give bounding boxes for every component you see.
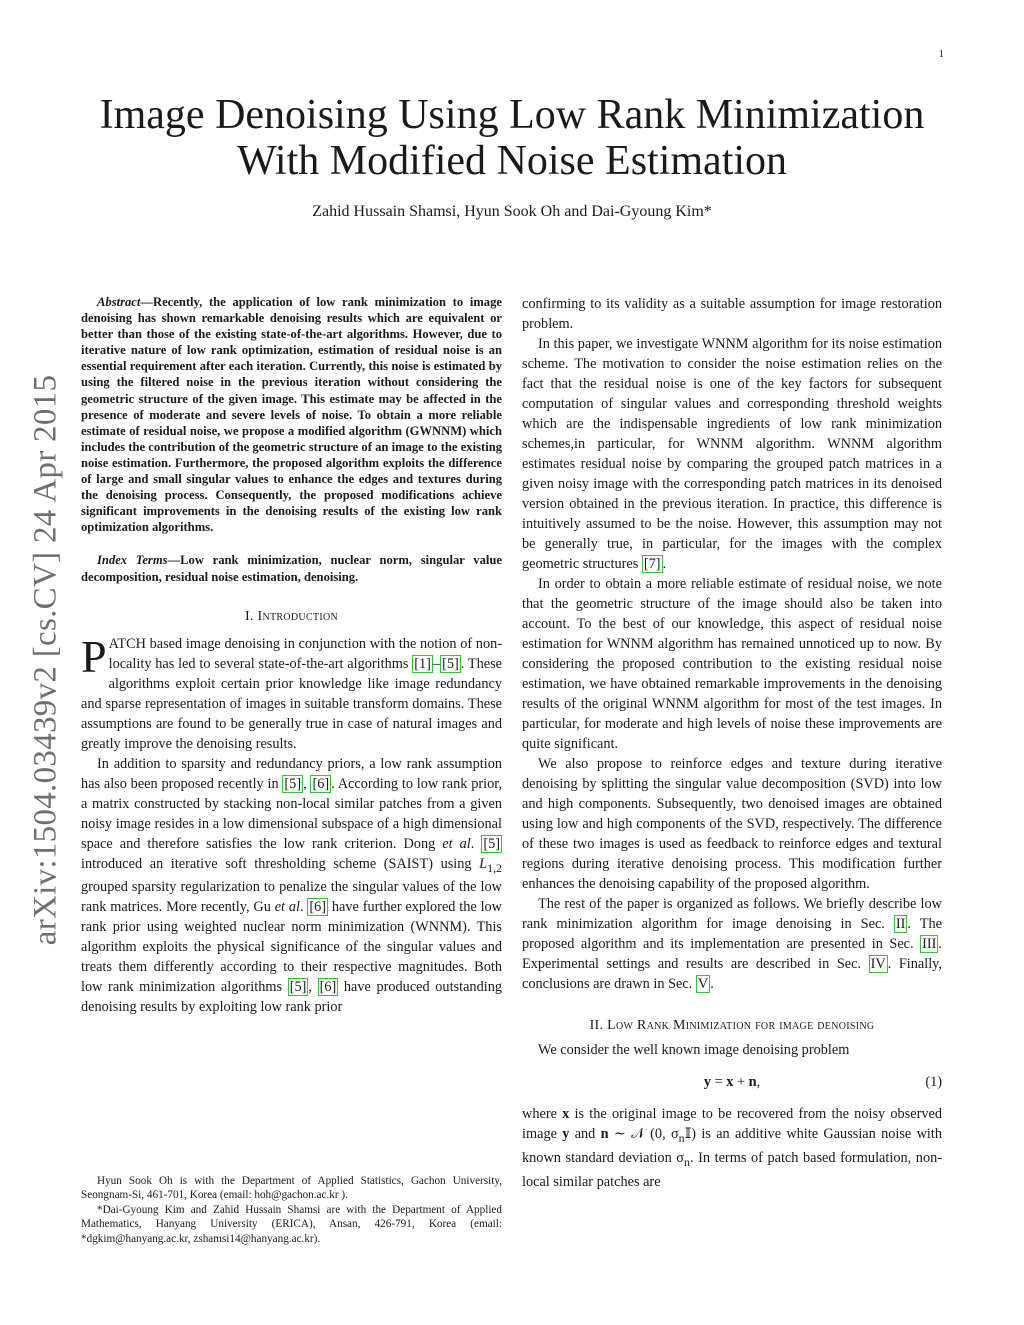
section-title: Low Rank Minimization for image denoising — [607, 1018, 875, 1033]
intro-paragraph-4: In this paper, we investigate WNNM algorithm for its noise estimation scheme. The motivation to consider the noise estimation relies on the fact that the residual noise is one of the key factors for subsequent computation of singular values and corresponding threshold weights which are the indispensable ingredients of low rank minimization schemes,in particular, for WNNM algorithm. WNNM algorithm estimates residual noise by comparing the grouped patch matrices in a given noisy image with the corresponding patch matrices in its denoised version obtained in the previous iteration. In practice, this difference is intuitively assumed to be the noise. However, this assumption may not be generally true, in particular, for the images with the complex geometric structures [7] . — [522, 336, 942, 572]
drop-cap: P — [81, 630, 107, 682]
section-link[interactable]: IV — [870, 956, 886, 972]
intro-paragraph-7: The rest of the paper is organized as follows. We briefly describe low rank minimization algorithm for image denoising in Sec. II . The proposed algorithm and its implementation are presented in Sec. III . Experimental settings and results are described in Sec. IV . Finally, conclusions are drawn in Sec. V . — [522, 896, 942, 992]
index-terms — [81, 552, 502, 584]
paper-title — [0, 92, 1024, 184]
citation-link[interactable]: [7] — [643, 556, 661, 572]
section-title: Introduction — [257, 608, 339, 624]
section-2-paragraph-2: where x is the original image to be recovered from the noisy observed image y and n ∼ 𝒩 (0, $\sigma_n𝕀$) is an additive white Gaussian noise with known standard deviation $\sigma_n$. In terms of patch based formulation, non-local similar patches are — [522, 1106, 943, 1190]
title-line-1: Image Denoising Using Low Rank Minimization — [99, 92, 925, 138]
left-column — [81, 294, 502, 1017]
section-heading-low-rank: II. Low Rank Minimization for image denoising — [589, 1018, 875, 1033]
intro-paragraph-5: In order to obtain a more reliable estimate of residual noise, we note that the geometric structure of the image should also be taken into account. To the best of our knowledge, this aspect of residual noise estimation for WNNM algorithm has remained unnoticed up to now. By considering the proposed contribution to the existing residual noise estimation, we have obtained remarkable improvements in the denoising results of the original WNNM algorithm for most of the test images. In particular, for moderate and high levels of noise these improvements are quite significant. — [522, 576, 942, 752]
equation-1: y = x + n, (1) — [703, 1074, 942, 1090]
index-terms-label: Index Terms — [97, 553, 168, 568]
section-link[interactable]: V — [697, 976, 709, 992]
citation-link[interactable]: [5] — [483, 835, 501, 852]
citation-link[interactable]: [6] — [312, 775, 330, 792]
right-column — [522, 294, 942, 1192]
citation-link[interactable]: [6] — [309, 899, 327, 916]
page-number: 1 — [938, 48, 944, 60]
footnote-1: Hyun Sook Oh is with the Department of Applied Statistics, Gachon University, Seongnam-Si, 461-701, Korea (email: hoh@gachon.ac.kr ). — [81, 1175, 502, 1202]
citation-link[interactable]: [5] — [442, 655, 459, 672]
footnote-2: *Dai-Gyoung Kim and Zahid Hussain Shamsi are with the Department of Applied Mathematics, Hanyang University (ERICA), Ansan, 426-791, Korea (email: *dgkim@hanyang.ac.kr, zshamsi14@hanyang.ac.kr). — [81, 1203, 502, 1245]
arxiv-stamp-text: arXiv:1504.03439v2 [cs.CV] 24 Apr 2015 — [27, 374, 64, 946]
abstract-label: Abstract — [97, 295, 141, 309]
section-heading-introduction: I. Introduction — [244, 608, 339, 624]
section-link[interactable]: III — [922, 936, 937, 952]
abstract-text: —Recently, the application of low rank minimization to image denoising has shown remarkable denoising results which are equivalent or better than those of the existing state-of-the-art algorithms. However, due to iterative nature of low rank optimization, estimation of residual noise is an essential requirement after each iteration. Currently, this noise is estimated by using the filtered noise in the previous iteration without considering the geometric structure of the given image. This estimate may be affected in the presence of moderate and severe levels of noise. To obtain a more reliable estimate of residual noise, we propose a modified algorithm (GWNNM) which includes the contribution of the geometric structure of an image to the existing noise estimation. Furthermore, the proposed algorithm exploits the difference of large and small singular values to enhance the edges and textures during the denoising process. Consequently, the proposed modifications achieve significant improvements in the denoising results of the existing low rank optimization algorithms. — [81, 295, 502, 535]
section-link[interactable]: II — [895, 916, 906, 932]
citation-link[interactable]: [5] — [284, 775, 302, 792]
equation-number: (1) — [925, 1074, 942, 1090]
citation-link[interactable]: [6] — [319, 979, 337, 996]
arxiv-stamp — [26, 350, 66, 970]
intro-paragraph-2: In addition to sparsity and redundancy priors, a low rank assumption has also been proposed recently in [5] , [6] . According to low rank prior, a matrix constructed by stacking non-local similar patches from a given noisy image resides in a low dimensional subspace of a high dimensional space and therefore satisfies the low rank criterion. Dong et al. [5] introduced an iterative soft thresholding scheme (SAIST) using $L_{1,2}$ grouped sparsity regularization to penalize the singular values of the low rank matrices. More recently, Gu et al. [6] have further explored the low rank prior using weighted nuclear norm minimization (WNNM). This algorithm exploits the physical significance of the singular values and treats them differently according to their respective magnitudes. Both low rank minimization algorithms [5] , [6] have produced outstanding denoising results by exploiting low rank prior — [81, 755, 503, 1016]
abstract — [81, 294, 502, 535]
author-list: Zahid Hussain Shamsi, Hyun Sook Oh and Dai-Gyoung Kim* — [312, 203, 712, 220]
footnotes — [81, 1174, 502, 1246]
citation-link[interactable]: [5] — [289, 979, 307, 996]
intro-paragraph-1: PATCH based image denoising in conjunction with the notion of non-locality has led to several state-of-the-art algorithms [1] – [5] . These algorithms exploit certain prior knowledge like image redundancy and sparse representation of images in suitable transform domains. These assumptions are found to be generally true in case of natural images and greatly improve the denoising results. — [81, 630, 502, 752]
intro-paragraph-6: We also propose to reinforce edges and texture during iterative denoising by splitting the singular value decomposition (SVD) into low and high components. Subsequently, two denoised images are obtained using low and high components of the SVD, respectively. The difference of these two images is used as feedback to reinforce edges and textural regions during iterative denoising process. This modification further enhances the denoising capability of the proposed algorithm. — [522, 756, 942, 892]
title-line-2: With Modified Noise Estimation — [236, 138, 788, 184]
section-2-paragraph-1: We consider the well known image denoising problem — [538, 1042, 850, 1058]
intro-paragraph-3: confirming to its validity as a suitable assumption for image restoration problem. — [522, 296, 942, 332]
citation-link[interactable]: [1] — [414, 655, 431, 672]
index-terms-text: —Low rank minimization, nuclear norm, singular value decomposition, residual noise estimation, denoising. — [81, 553, 502, 584]
